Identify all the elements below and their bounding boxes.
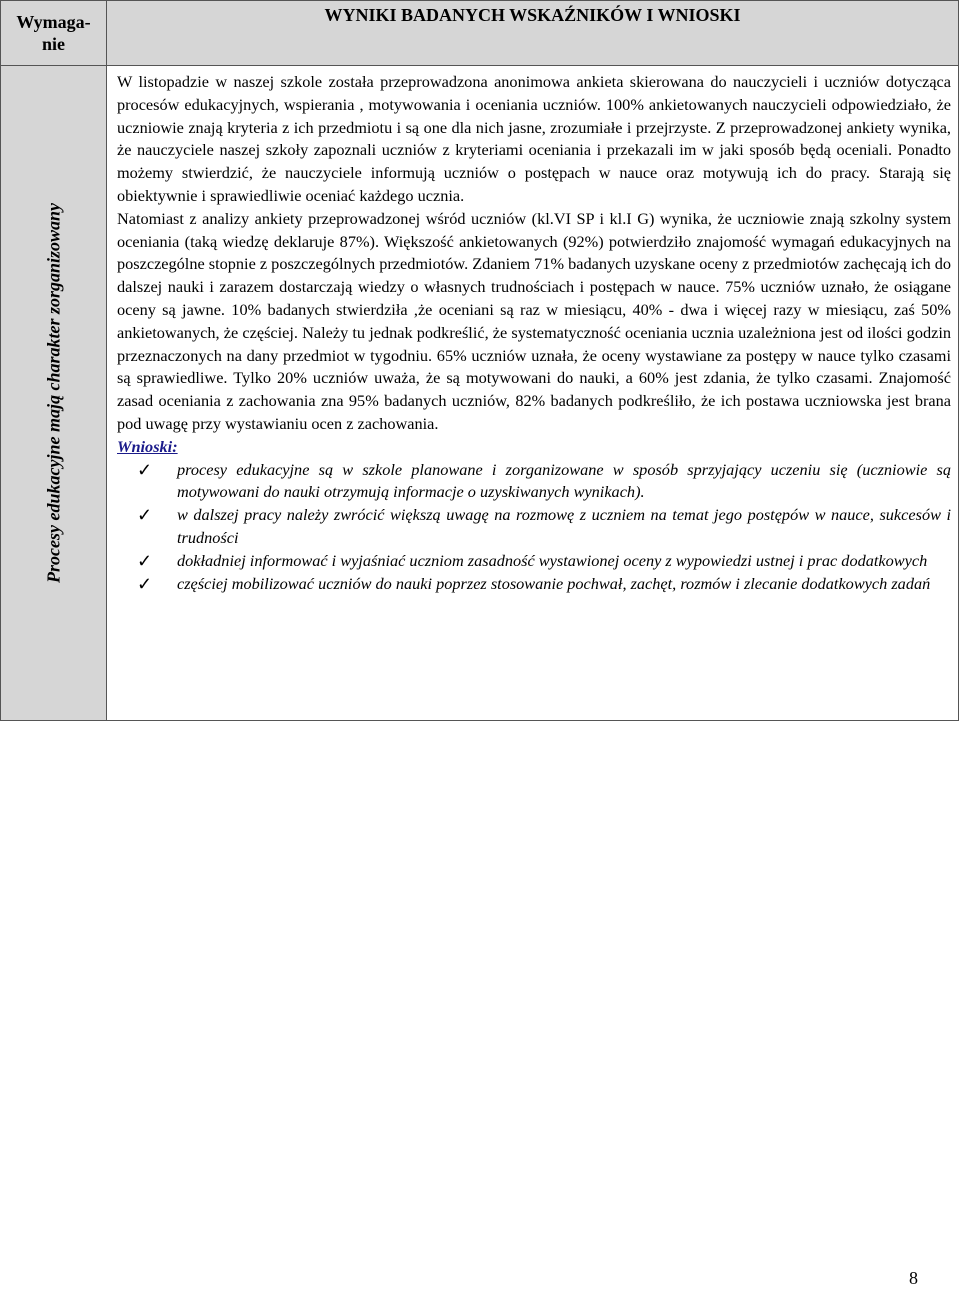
header-col1-line2: nie xyxy=(41,34,65,54)
check-icon: ✓ xyxy=(137,459,153,480)
conclusion-item xyxy=(117,504,951,550)
results-cell xyxy=(107,66,959,721)
conclusions-title: Wnioski: xyxy=(117,436,178,456)
table-body-row xyxy=(1,66,959,721)
student-survey-paragraph: Natomiast z analizy ankiety przeprowadzonej wśród uczniów (kl.VI SP i kl.I G) wynika, że uczniowie znają szkolny system oceniania (taką wiedzę deklaruje 87%). Większość ankietowanych (92%) potwierdziło znajomość wymagań edukacyjnych na poszczególne stopnie z poszczególnych przedmiotów. Zdaniem 71% badanych uzyskane oceny z przedmiotów zachęcają ich do dalszej nauki i zarazem dostarczają wiedzy o własnych trudnościach i postępach w nauce. 75% uczniów uznało, że osiągane oceny są jawne. 10% badanych stwierdziła ,że oceniani są raz w miesiącu, 40% - dwa i więcej razy w miesiącu, zaś 50% ankietowanych, że częściej. Należy tu jednak podkreślić, że systematyczność oceniania ucznia uzależniona jest od ilości godzin przeznaczonych na dany przedmiot w tygodniu. 65% uczniów uznała, że oceny wystawiane za postępy w nauce tylko czasami są sprawiedliwe. Tylko 20% uczniów uważa, że są motywowani do nauki, a 60% jest zdania, że tylko czasami. Znajomość zasad oceniania z zachowania zna 95% badanych uczniów, 82% badanych podkreśliło, że ich postawa uczniowska jest brana pod uwagę przy wystawianiu ocen z zachowania. xyxy=(117,208,951,433)
conclusion-text: w dalszej pracy należy zwrócić większą uwagę na rozmowę z uczniem na temat jego postępów w nauce, sukcesów i trudności xyxy=(177,505,951,547)
requirement-label: Procesy edukacyjne mają charakter zorganizowany xyxy=(43,203,63,583)
requirement-cell xyxy=(1,66,107,721)
conclusion-text: częściej mobilizować uczniów do nauki poprzez stosowanie pochwał, zachęt, rozmów i zlecanie dodatkowych zadań xyxy=(177,573,931,593)
page-number: 8 xyxy=(909,1268,918,1288)
conclusion-text: dokładniej informować i wyjaśniać uczniom zasadność wystawionej oceny z wypowiedzi ustnej i prac dodatkowych xyxy=(177,550,928,570)
requirement-column-header xyxy=(1,1,107,66)
conclusion-text: procesy edukacyjne są w szkole planowane i zorganizowane w sposób sprzyjający uczeniu się (uczniowie są motywowani do nauki otrzymują informacje o uzyskiwanych wynikach). xyxy=(177,459,951,502)
conclusions-list xyxy=(117,459,951,596)
check-icon: ✓ xyxy=(137,550,153,571)
results-column-header: WYNIKI BADANYCH WSKAŹNIKÓW I WNIOSKI xyxy=(107,1,959,66)
conclusion-item xyxy=(117,550,951,573)
table-header-row xyxy=(1,1,959,66)
conclusion-item xyxy=(117,573,951,596)
header-col1-line1: Wymaga- xyxy=(16,12,91,32)
conclusion-item xyxy=(117,459,951,505)
check-icon: ✓ xyxy=(137,505,153,526)
check-icon: ✓ xyxy=(137,573,153,594)
teacher-survey-paragraph: W listopadzie w naszej szkole została przeprowadzona anonimowa ankieta skierowana do nauczycieli i uczniów dotycząca procesów edukacyjnych, wspierania , motywowania i oceniania uczniów. 100% ankietowanych nauczycieli odpowiedziało, że uczniowie znają kryteria z ich przedmiotu i są one dla nich jasne, zrozumiałe i przejrzyste. Z przeprowadzonej ankiety wynika, że nauczyciele naszej szkoły zapoznali uczniów z kryteriami oceniania i przekazali im w jaki sposób będą oceniali. Ponadto możemy stwierdzić, że nauczyciele informują uczniów o postępach w nauce oraz motywują ich do pracy. Starają się obiektywnie i sprawiedliwie oceniać każdego ucznia. xyxy=(117,72,951,205)
